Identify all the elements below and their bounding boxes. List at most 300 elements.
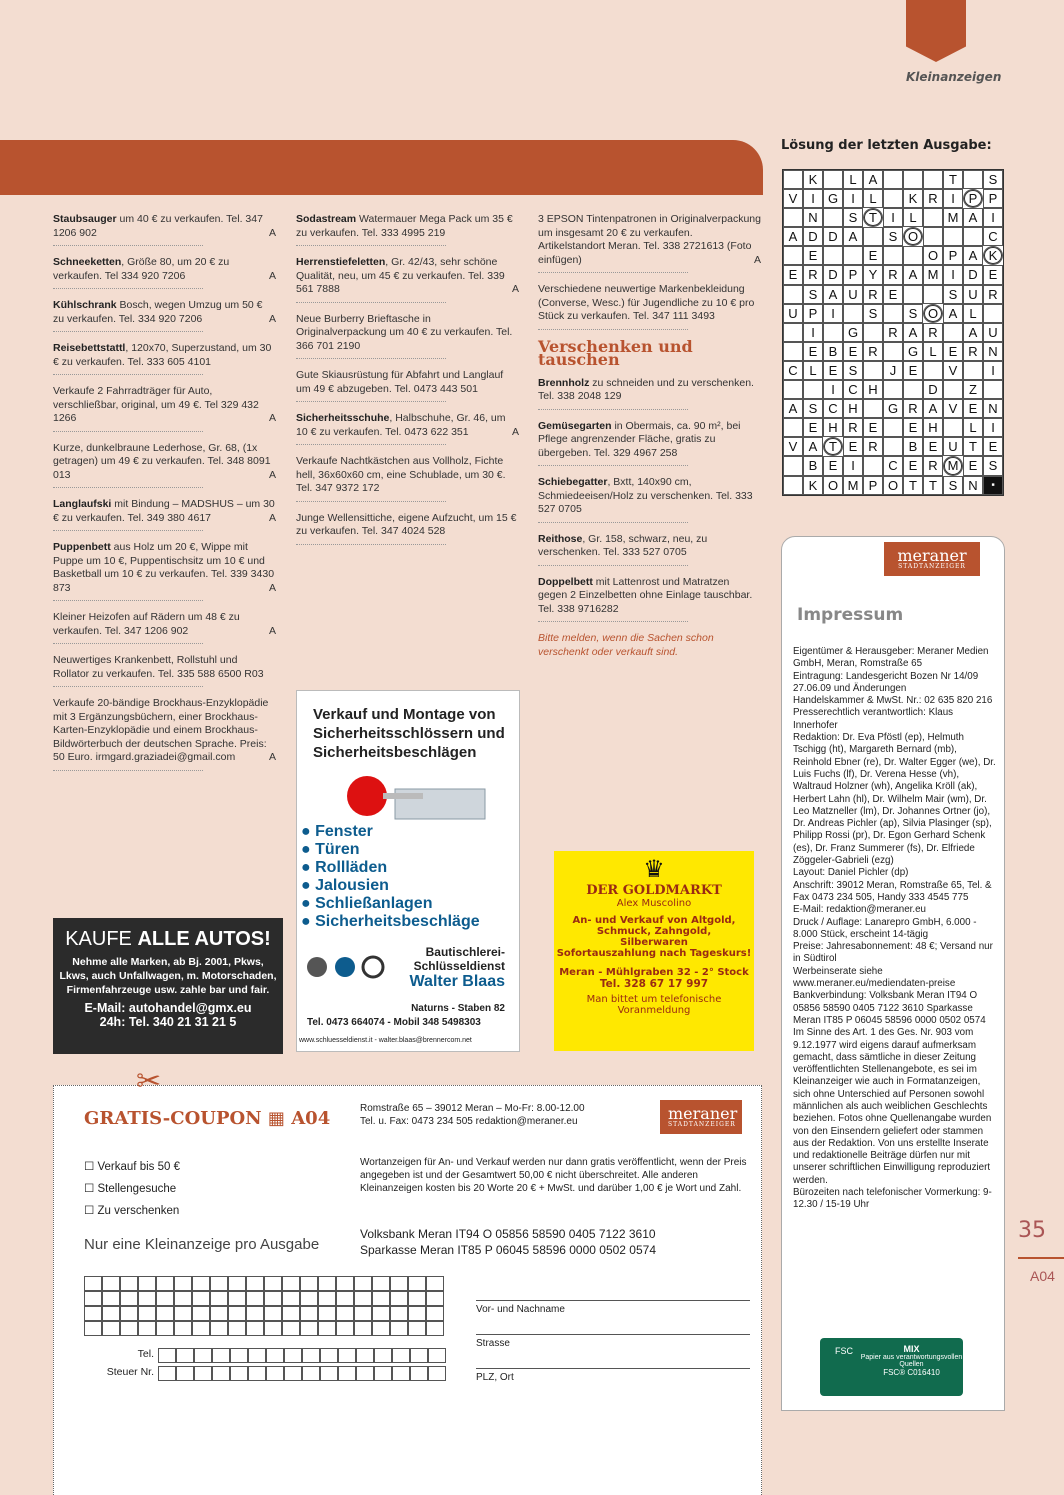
ad-text: Neuwertiges Krankenbett, Rollstuhl und Rollator zu verkaufen. Tel. 335 588 6500 R03 [53, 654, 264, 680]
grid-cell: C [843, 380, 863, 399]
input-box[interactable] [392, 1366, 410, 1381]
coupon-option-checkbox[interactable] [84, 1178, 180, 1200]
grid-cell: H [823, 418, 843, 437]
gold-phone: Tel. 328 67 17 997 [599, 978, 709, 990]
grid-cell [923, 361, 943, 380]
blaas-service-item: ● Schließanlagen [301, 895, 433, 912]
input-box[interactable] [318, 1291, 336, 1306]
input-box[interactable] [302, 1366, 320, 1381]
impressum-line: Bürozeiten nach telefonischer Vormerkung: 9-12.30 / 15-19 Uhr [793, 1187, 992, 1211]
input-box[interactable] [210, 1276, 228, 1291]
input-box[interactable] [174, 1306, 192, 1321]
grid-cell: N [963, 476, 983, 495]
grid-cell: T [943, 170, 963, 189]
input-box[interactable] [192, 1306, 210, 1321]
input-box[interactable] [228, 1306, 246, 1321]
input-box[interactable] [338, 1348, 356, 1363]
input-box[interactable] [284, 1348, 302, 1363]
grid-cell [963, 361, 983, 380]
coupon-option-label: ☐ Zu verschenken [84, 1205, 180, 1217]
input-box[interactable] [174, 1276, 192, 1291]
classified-ad [296, 412, 519, 445]
input-box[interactable] [248, 1366, 266, 1381]
impressum-line: Layout: Daniel Pichler (dp) [793, 867, 909, 879]
grid-cell: S [903, 304, 923, 323]
input-box[interactable] [318, 1276, 336, 1291]
grid-cell: E [803, 418, 823, 437]
impressum-line: Redaktion: Dr. Eva Pföstl (ep), Helmuth Tschigg (ht), Margareth Bernard (mb), Reinhold Ebner (re), Dr. Walter Egger (we), Dr. Luis Fuchs (lf), Dr. Verena Hesse (vh), Waltraud Holzner (wh), Angelika Kröll (ak), Herbert Lahn (hl), Dr. Wilhelm Mair (wm), Dr. Leo Matzneller (lm), Dr. Johannes Ortner (jo), Dr. Andreas Pichler (ap), Silvia Plasinger (sp), Philipp Rossi (pr), Dr. Egon Gerhard Schenk (es), Dr. Franz Summerer (fs), Dr. Elfriede Zöggeler-Gabrieli (ezg) [793, 732, 996, 867]
ad-text: , Bxtt, 140x90 cm, Schmiedeeisen/Holz zu verschenken. Tel. 333 527 0705 [538, 476, 753, 515]
grid-cell: P [843, 265, 863, 284]
input-box[interactable] [374, 1366, 392, 1381]
input-box[interactable] [120, 1291, 138, 1306]
input-box[interactable] [356, 1348, 374, 1363]
blaas-service-item: ● Jalousien [301, 877, 389, 894]
grid-cell: L [903, 208, 923, 227]
input-box[interactable] [138, 1291, 156, 1306]
newspaper-icon: ▦ [267, 1108, 292, 1129]
grid-cell: V [783, 437, 803, 456]
input-box[interactable] [264, 1291, 282, 1306]
grid-cell: M [923, 265, 943, 284]
grid-cell [883, 342, 903, 361]
input-box[interactable] [248, 1348, 266, 1363]
grid-cell: A [903, 323, 923, 342]
input-box[interactable] [264, 1321, 282, 1336]
ad-keyword: Schiebegatter [538, 476, 608, 488]
input-box[interactable] [246, 1306, 264, 1321]
input-box[interactable] [336, 1291, 354, 1306]
input-box[interactable] [156, 1291, 174, 1306]
input-box[interactable] [408, 1291, 426, 1306]
key-lock-icon [337, 771, 457, 821]
grid-cell: R [963, 342, 983, 361]
grid-cell: S [863, 304, 883, 323]
grid-cell [983, 304, 1003, 323]
classified-ad [296, 455, 519, 502]
input-box[interactable] [210, 1306, 228, 1321]
input-box[interactable] [156, 1321, 174, 1336]
input-box[interactable] [84, 1276, 102, 1291]
grid-cell: I [843, 456, 863, 475]
steuer-label: Steuer Nr. [106, 1366, 154, 1378]
logo-text: meraner [897, 546, 967, 565]
input-box[interactable] [102, 1306, 120, 1321]
coupon-contact: Tel. u. Fax: 0473 234 505 redaktion@meraner.eu [360, 1116, 578, 1127]
page-number: 35 [1018, 1218, 1046, 1243]
input-box[interactable] [246, 1291, 264, 1306]
verschenken-note: Bitte melden, wenn die Sachen schon verschenkt oder verkauft sind. [538, 632, 714, 658]
input-box[interactable] [264, 1276, 282, 1291]
ad-text: , Größe 80, um 20 € zu verkaufen. Tel 334 920 7206 [53, 256, 230, 282]
grid-cell: R [863, 285, 883, 304]
input-box[interactable] [282, 1291, 300, 1306]
input-box[interactable] [372, 1306, 390, 1321]
grid-cell: L [843, 170, 863, 189]
grid-cell [823, 246, 843, 265]
input-box[interactable] [194, 1348, 212, 1363]
input-box[interactable] [176, 1348, 194, 1363]
grid-cell: N [983, 342, 1003, 361]
input-box[interactable] [230, 1348, 248, 1363]
input-box[interactable] [408, 1321, 426, 1336]
strasse-field-line[interactable] [476, 1334, 750, 1335]
page-number-divider [1018, 1257, 1064, 1259]
input-box[interactable] [102, 1291, 120, 1306]
grid-cell: P [963, 189, 983, 208]
ad-text: , Gr. 42/43, sehr schöne Qualität, neu, um 45 € zu verkaufen. Tel. 339 561 7888 [296, 256, 505, 295]
input-box[interactable] [192, 1321, 210, 1336]
input-box[interactable] [318, 1321, 336, 1336]
grid-cell: L [963, 304, 983, 323]
coupon-option-checkbox[interactable] [84, 1200, 180, 1222]
grid-cell: P [803, 304, 823, 323]
input-box[interactable] [426, 1306, 444, 1321]
input-box[interactable] [374, 1348, 392, 1363]
grid-cell [943, 380, 963, 399]
section-tab-flag [906, 0, 966, 62]
coupon-logo-subtext: STADTANZEIGER [668, 1121, 736, 1128]
grid-cell [923, 285, 943, 304]
autos-phone: 24h: Tel. 340 21 31 21 5 [99, 1015, 237, 1029]
grid-cell: D [803, 227, 823, 246]
input-box[interactable] [390, 1291, 408, 1306]
classified-ad [53, 654, 276, 687]
input-box[interactable] [174, 1291, 192, 1306]
input-box[interactable] [410, 1348, 428, 1363]
input-box[interactable] [120, 1276, 138, 1291]
gold-owner: Alex Muscolino [616, 898, 692, 909]
grid-cell [783, 170, 803, 189]
input-box[interactable] [282, 1321, 300, 1336]
input-box[interactable] [390, 1321, 408, 1336]
grid-cell [783, 323, 803, 342]
grid-cell: U [983, 323, 1003, 342]
impressum-line: Handelskammer & MwSt. Nr.: 02 635 820 216 [793, 695, 993, 707]
input-box[interactable] [410, 1366, 428, 1381]
input-box[interactable] [266, 1366, 284, 1381]
grid-cell: I [883, 208, 903, 227]
coupon-code: A04 [291, 1108, 331, 1129]
grid-cell: G [843, 323, 863, 342]
input-box[interactable] [300, 1306, 318, 1321]
grid-cell: D [823, 265, 843, 284]
input-box[interactable] [354, 1291, 372, 1306]
input-box[interactable] [102, 1276, 120, 1291]
blaas-title: Verkauf und Montage von Sicherheitsschlössern und Sicherheitsbeschlägen [313, 706, 505, 761]
grid-cell [903, 285, 923, 304]
input-box[interactable] [174, 1321, 192, 1336]
grid-cell: S [803, 399, 823, 418]
input-box[interactable] [320, 1348, 338, 1363]
puzzle-title: Lösung der letzten Ausgabe: [781, 138, 992, 153]
ad-text: 3 EPSON Tintenpatronen in Originalverpackung um insgesamt 20 € zu verkaufen. Artikelstandort Meran. Tel. 338 2721613 (Foto einfügen) [538, 213, 761, 266]
grid-cell [863, 227, 883, 246]
ad-tag: A [268, 269, 276, 282]
grid-cell: I [803, 189, 823, 208]
grid-cell: D [823, 227, 843, 246]
grid-cell: E [983, 265, 1003, 284]
input-box[interactable] [84, 1291, 102, 1306]
input-box[interactable] [120, 1321, 138, 1336]
input-box[interactable] [390, 1276, 408, 1291]
impressum-line: Presserechtlich verantwortlich: Klaus Innerhofer [793, 707, 954, 731]
grid-cell: E [903, 456, 923, 475]
grid-cell [883, 437, 903, 456]
grid-cell: C [983, 227, 1003, 246]
grid-cell [823, 170, 843, 189]
grid-cell: I [803, 323, 823, 342]
input-box[interactable] [300, 1321, 318, 1336]
input-box[interactable] [282, 1276, 300, 1291]
grid-cell: T [823, 437, 843, 456]
tel-label: Tel. [137, 1348, 154, 1360]
input-box[interactable] [176, 1366, 194, 1381]
word-entry-grid[interactable] [84, 1276, 444, 1336]
classified-ad [53, 498, 276, 531]
input-box[interactable] [84, 1306, 102, 1321]
grid-cell: I [943, 265, 963, 284]
grid-cell: E [843, 342, 863, 361]
grid-cell [883, 170, 903, 189]
input-box[interactable] [428, 1366, 446, 1381]
input-box[interactable] [210, 1321, 228, 1336]
classified-ad [53, 213, 276, 246]
classified-ad [53, 256, 276, 289]
ad-keyword: Gemüsegarten [538, 419, 612, 432]
grid-cell: E [843, 437, 863, 456]
ad-text: Verkaufe Nachtkästchen aus Vollholz, Fichte hell, 36x60x60 cm, eine Schublade, um 30 €. Tel. 347 9372 172 [296, 455, 506, 494]
coupon-bank-1: Volksbank Meran IT94 O 05856 58590 0405 7122 3610 [360, 1227, 656, 1241]
ad-tag: A [268, 511, 276, 524]
grid-cell: A [843, 227, 863, 246]
plz-label: PLZ, Ort [476, 1372, 514, 1383]
grid-cell: E [883, 285, 903, 304]
fsc-text: Papier aus verantwortungsvollen Quellen [860, 1354, 963, 1368]
input-box[interactable] [156, 1306, 174, 1321]
grid-cell [923, 208, 943, 227]
tel-input[interactable] [158, 1348, 446, 1363]
input-box[interactable] [228, 1276, 246, 1291]
grid-cell: E [963, 399, 983, 418]
classified-ad [296, 313, 519, 360]
grid-cell [783, 418, 803, 437]
input-box[interactable] [192, 1276, 210, 1291]
grid-cell: B [803, 456, 823, 475]
grid-cell: A [783, 227, 803, 246]
grid-cell: V [943, 361, 963, 380]
classified-ad [53, 385, 276, 432]
name-field-line[interactable] [476, 1300, 750, 1301]
input-box[interactable] [158, 1366, 176, 1381]
grid-cell: A [863, 170, 883, 189]
ad-text: Junge Wellensittiche, eigene Aufzucht, um 15 € zu verkaufen. Tel. 347 4024 528 [296, 511, 517, 537]
input-box[interactable] [138, 1321, 156, 1336]
grid-cell: L [803, 361, 823, 380]
input-box[interactable] [356, 1366, 374, 1381]
input-box[interactable] [336, 1276, 354, 1291]
input-box[interactable] [246, 1276, 264, 1291]
ad-tag: A [753, 253, 761, 266]
grid-cell: E [983, 437, 1003, 456]
input-box[interactable] [264, 1306, 282, 1321]
input-box[interactable] [372, 1321, 390, 1336]
coupon-option-label: ☐ Stellengesuche [84, 1183, 177, 1195]
input-box[interactable] [426, 1321, 444, 1336]
autos-text: Nehme alle Marken, ab Bj. 2001, Pkws, Lkws, auch Unfallwagen, m. Motorschaden, Firmenfahrzeuge usw. zahle bar und fair. [59, 956, 277, 996]
input-box[interactable] [282, 1306, 300, 1321]
input-box[interactable] [336, 1306, 354, 1321]
gold-text: An- und Verkauf von Altgold, Schmuck, Zahngold, Silberwaren [572, 915, 736, 948]
classified-ad [53, 697, 276, 771]
input-box[interactable] [300, 1276, 318, 1291]
coupon-title: GRATIS-COUPON [84, 1108, 262, 1129]
grid-cell [783, 476, 803, 495]
classified-ad [538, 420, 761, 467]
input-box[interactable] [408, 1276, 426, 1291]
input-box[interactable] [372, 1291, 390, 1306]
steuer-input[interactable] [158, 1366, 446, 1381]
ad-text: , Gr. 158, schwarz, neu, zu verschenken. Tel. 333 527 0705 [538, 532, 708, 558]
coupon-bank-2: Sparkasse Meran IT85 P 06045 58596 0000 0502 0574 [360, 1243, 657, 1257]
grid-cell: U [963, 285, 983, 304]
grid-cell [783, 285, 803, 304]
coupon-option-checkbox[interactable] [84, 1156, 180, 1178]
input-box[interactable] [392, 1348, 410, 1363]
grid-cell [963, 227, 983, 246]
grid-cell: A [903, 265, 923, 284]
input-box[interactable] [156, 1276, 174, 1291]
plz-field-line[interactable] [476, 1368, 750, 1369]
input-box[interactable] [212, 1348, 230, 1363]
grid-cell: L [963, 418, 983, 437]
classified-ad [538, 576, 761, 623]
grid-cell: O [883, 476, 903, 495]
grid-cell: L [863, 189, 883, 208]
input-box[interactable] [354, 1306, 372, 1321]
impressum-body [793, 646, 998, 1212]
grid-cell: E [963, 456, 983, 475]
input-box[interactable] [336, 1321, 354, 1336]
input-box[interactable] [228, 1321, 246, 1336]
input-box[interactable] [120, 1306, 138, 1321]
impressum-line: Bankverbindung: Volksbank Meran IT94 O 05856 58590 0405 7122 3610 Sparkasse Meran IT85 P 06045 58596 0000 0502 0574 [793, 990, 986, 1026]
grid-cell: S [943, 285, 963, 304]
input-box[interactable] [354, 1321, 372, 1336]
fsc-label [820, 1338, 963, 1396]
grid-cell: K [803, 476, 823, 495]
input-box[interactable] [354, 1276, 372, 1291]
coupon-logo-text: meraner [668, 1104, 738, 1123]
input-box[interactable] [228, 1291, 246, 1306]
gold-title: DER GOLDMARKT [586, 883, 722, 898]
input-box[interactable] [426, 1291, 444, 1306]
grid-cell: A [963, 323, 983, 342]
classified-ad [53, 299, 276, 332]
input-box[interactable] [372, 1276, 390, 1291]
grid-cell: O [903, 227, 923, 246]
input-box[interactable] [428, 1348, 446, 1363]
grid-cell [883, 246, 903, 265]
grid-cell: T [903, 476, 923, 495]
grid-cell [903, 380, 923, 399]
grid-cell: E [823, 456, 843, 475]
ad-keyword: Brennholz [538, 376, 590, 389]
input-box[interactable] [138, 1276, 156, 1291]
grid-cell: I [823, 304, 843, 323]
logo-subtext: STADTANZEIGER [898, 563, 966, 570]
input-box[interactable] [284, 1366, 302, 1381]
input-box[interactable] [194, 1366, 212, 1381]
ad-text: mit Bindung – MADSHUS – um 30 € zu verkaufen. Tel. 349 380 4617 [53, 498, 275, 524]
impressum-line: Druck / Auflage: Lanarepro GmbH, 6.000 - 8.000 Stück, erscheint 14-tägig [793, 916, 977, 940]
input-box[interactable] [302, 1348, 320, 1363]
grid-cell: A [823, 285, 843, 304]
grid-cell: R [923, 323, 943, 342]
input-box[interactable] [408, 1306, 426, 1321]
grid-cell: R [843, 418, 863, 437]
grid-cell: A [783, 399, 803, 418]
input-box[interactable] [246, 1321, 264, 1336]
input-box[interactable] [300, 1291, 318, 1306]
input-box[interactable] [158, 1348, 176, 1363]
input-box[interactable] [318, 1306, 336, 1321]
grid-cell [823, 323, 843, 342]
ad-text: Kleiner Heizofen auf Rädern um 48 € zu verkaufen. Tel. 347 1206 902 [53, 611, 240, 637]
name-label: Vor- und Nachname [476, 1304, 565, 1315]
ad-text: Neue Burberry Brieftasche in Originalverpackung um 40 € zu verkaufen. Tel. 366 701 2190 [296, 312, 513, 352]
ad-text: Verkaufe 2 Fahrradträger für Auto, verschließbar, original, um 49 €. Tel 329 432 1266 [53, 385, 259, 424]
input-box[interactable] [84, 1321, 102, 1336]
input-box[interactable] [210, 1291, 228, 1306]
grid-cell [783, 342, 803, 361]
input-box[interactable] [230, 1366, 248, 1381]
grid-cell: U [783, 304, 803, 323]
grid-cell: O [923, 304, 943, 323]
gold-text2: Sofortauszahlung nach Tageskurs! [556, 948, 752, 959]
gold-address: Meran - Mühlgraben 32 - 2° Stock [559, 967, 749, 978]
input-box[interactable] [138, 1306, 156, 1321]
impressum-line: Preise: Jahresabonnement: 48 €; Versand nur in Südtirol [793, 941, 993, 965]
input-box[interactable] [320, 1366, 338, 1381]
input-box[interactable] [338, 1366, 356, 1381]
grid-cell: G [823, 189, 843, 208]
ad-tag: A [268, 468, 276, 481]
ad-keyword: Langlaufski [53, 498, 112, 510]
blaas-service-item: ● Sicherheitsbeschläge [301, 913, 480, 930]
input-box[interactable] [426, 1276, 444, 1291]
input-box[interactable] [390, 1306, 408, 1321]
blaas-key-icon [305, 955, 395, 984]
input-box[interactable] [266, 1348, 284, 1363]
grid-cell: T [963, 437, 983, 456]
grid-cell: A [923, 399, 943, 418]
input-box[interactable] [192, 1291, 210, 1306]
grid-cell: O [823, 476, 843, 495]
ad-keyword: Schneeketten [53, 256, 122, 268]
blaas-service-item: ● Türen [301, 841, 360, 858]
grid-cell [783, 208, 803, 227]
input-box[interactable] [102, 1321, 120, 1336]
coupon-logo [660, 1100, 742, 1134]
grid-cell: H [923, 418, 943, 437]
grid-cell [943, 418, 963, 437]
grid-cell: B [823, 342, 843, 361]
grid-cell [863, 456, 883, 475]
grid-cell: K [903, 189, 923, 208]
grid-cell: U [843, 285, 863, 304]
input-box[interactable] [212, 1366, 230, 1381]
